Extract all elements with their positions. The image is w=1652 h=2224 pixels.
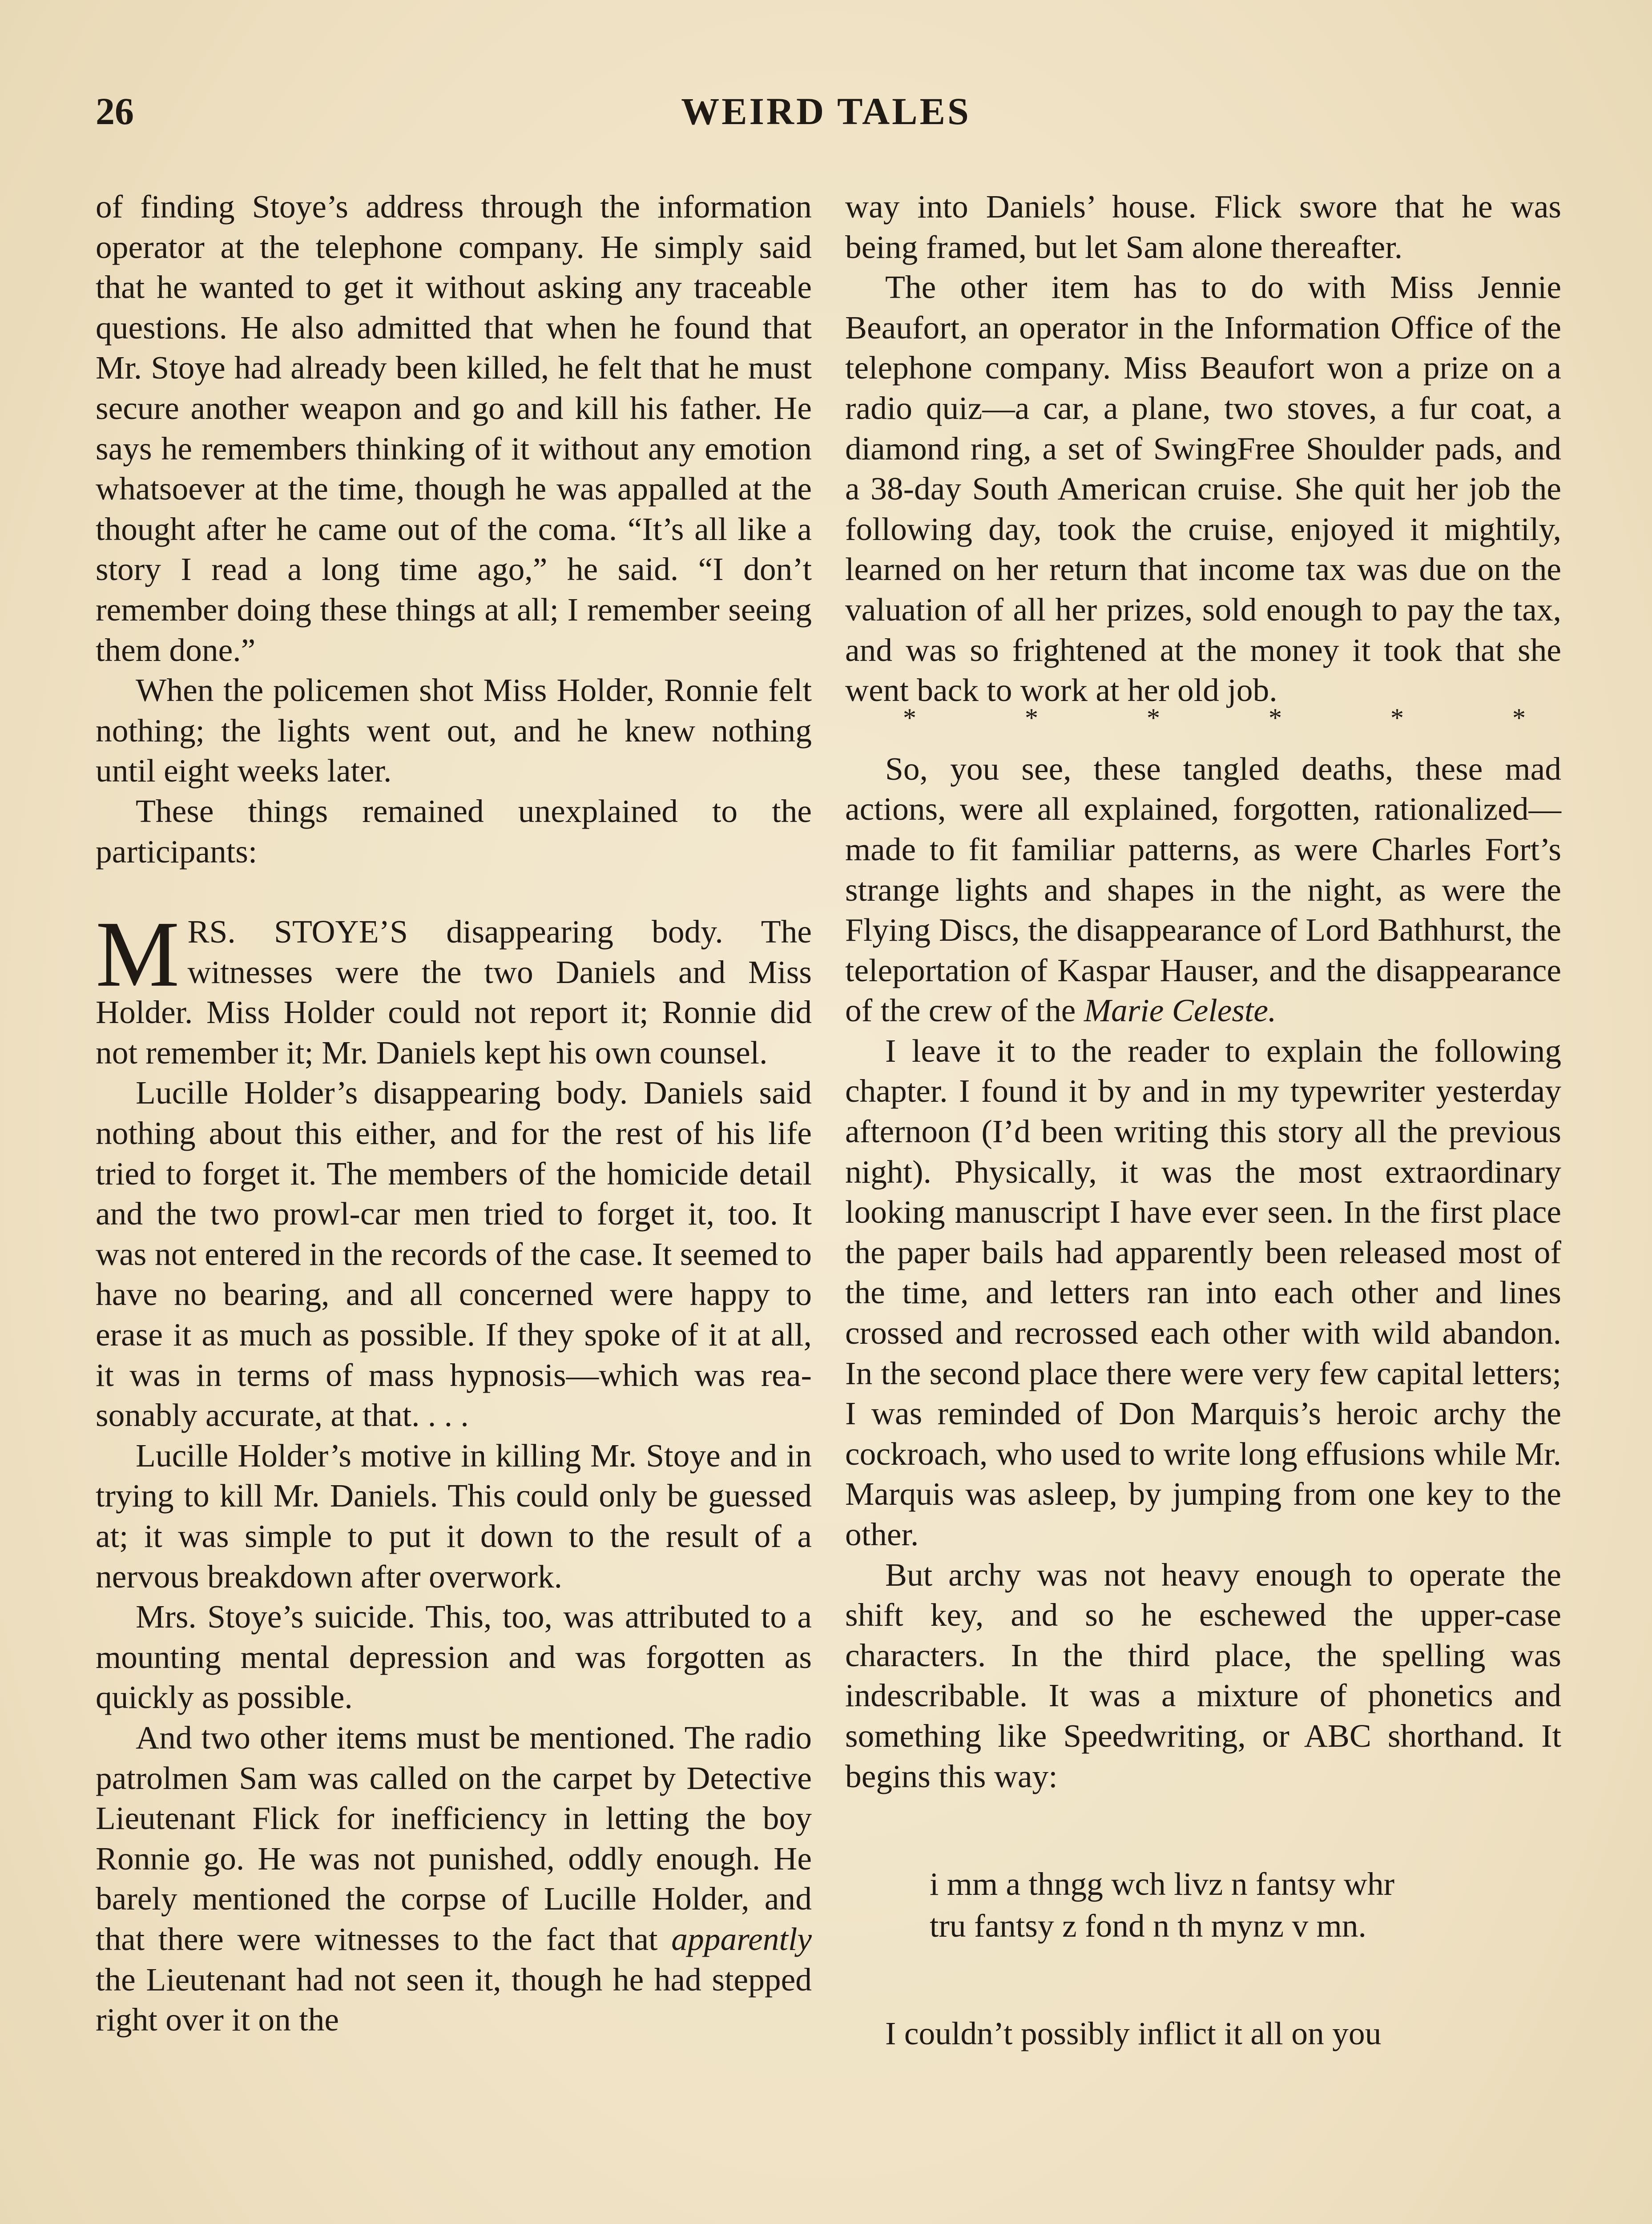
asterisk: * (903, 703, 916, 733)
page-header (96, 89, 1556, 156)
emphasis: Marie Celeste. (1084, 992, 1277, 1029)
drop-cap: M (96, 902, 180, 1007)
asterisk: * (1269, 703, 1282, 733)
text-run: And two other items must be mentioned. The radio patrolmen Sam was called on the carpet by Detective Lieutenant Flick for inefficiency in letting the boy Ronnie go. He was not punished, oddly enough. He barely mentioned the corpse of Lucille Holder, and that there were witnesses to the fact that (96, 1719, 812, 1957)
emphasis: apparently (671, 1921, 812, 1957)
right-column (845, 187, 1561, 2054)
asterisk: * (1512, 703, 1526, 733)
paragraph: I couldn’t possibly inflict it all on you (885, 2015, 1382, 2052)
dropcap-text: RS. STOYE’S disappearing body. The witnesses were the two Daniels and Miss Holder. Miss Holder could not report it; Ronnie did not remember it; Mr. Daniels kept his own counsel. (96, 914, 812, 1071)
left-column (96, 187, 812, 2040)
paragraph: But archy was not heavy enough to operate the shift key, and so he eschewed the upper-case characters. In the third place, the spelling was indescribable. It was a mixture of phonetics and something like Speedwriting, or ABC shorthand. It begins this way: (845, 1556, 1561, 1794)
verse-line: tru fantsy z fond n th mynz v mn. (930, 1908, 1366, 1944)
page-number: 26 (96, 90, 134, 133)
running-head: WEIRD TALES (681, 90, 971, 133)
asterisk: * (1025, 703, 1038, 733)
paragraph: I leave it to the reader to explain the following chapter. I found it by and in my typewriter yesterday afternoon (I’d been writing this story all the previous night). Physically, it was the most extraordinary looking manuscript I have ever seen. In the first place the paper bails had apparently been released most of the time, and letters ran into each other and lines crossed and recrossed each other with wild abandon. In the second place there were very few capital letters; I was reminded of Don Marquis’s heroic archy the cockroach, who used to write long effusions while Mr. Marquis was asleep, by jumping from one key to the other. (845, 1032, 1561, 1552)
paragraph: Lucille Holder’s motive in killing Mr. Stoye and in trying to kill Mr. Daniels. This could only be guessed at; it was simple to put it down to the result of a nervous breakdown after overwork. (96, 1437, 812, 1595)
asterisk: * (1390, 703, 1404, 733)
paragraph: way into Daniels’ house. Flick swore that he was being framed, but let Sam alone thereafter. (845, 189, 1561, 265)
paragraph: These things remained unexplained to the participants: (96, 793, 812, 870)
verse-line: i mm a thngg wch livz n fantsy whr (930, 1866, 1395, 1902)
paragraph-dropcap (96, 902, 812, 1073)
text-run: So, you see, these tangled deaths, these mad actions, were all explained, forgotten, rationalized—made to fit familiar patterns, as were Charles Fort’s strange lights and shapes in the night, as were the Flying Discs, the disappearance of Lord Bathhurst, the teleportation of Kaspar Hauser, and the disappearance of the crew of the (845, 750, 1561, 1029)
paragraph: Lucille Holder’s disappearing body. Daniels said nothing about this either, and for the rest of his life tried to forget it. The members of the homicide detail and the two prowl-car men tried to forget it, too. It was not entered in the records of the case. It seemed to have no bearing, and all concerned were happy to erase it as much as possible. If they spoke of it at all, it was in terms of mass hypnosis—which was reasonably accurate, at that. . . . (96, 1075, 812, 1434)
paragraph: of finding Stoye’s address through the information operator at the telephone company. He simply said that he wanted to get it without asking any traceable questions. He also admitted that when he found that Mr. Stoye had already been killed, he felt that he must secure another weapon and go and kill his father. He says he remembers thinking of it without any emotion whatsoever at the time, though he was appalled at the thought after he came out of the coma. “It’s all like a story I read a long time ago,” he said. “I don’t remember doing these things at all; I remember seeing them done.” (96, 189, 812, 668)
asterisk: * (1147, 703, 1160, 733)
paragraph (96, 1718, 812, 2040)
paragraph: The other item has to do with Miss Jennie Beaufort, an operator in the Information Office of the telephone company. Miss Beaufort won a prize on a radio quiz—a car, a plane, two stoves, a fur coat, a diamond ring, a set of SwingFree Shoulder pads, and a 38-day South American cruise. She quit her job the following day, took the cruise, enjoyed it mightily, learned on her return that income tax was due on the valuation of all her prizes, sold enough to pay the tax, and was so frightened at the money it took that she went back to work at her old job. (845, 269, 1561, 709)
paragraph: When the policemen shot Miss Holder, Ronnie felt nothing; the lights went out, and he knew nothing until eight weeks later. (96, 672, 812, 789)
paragraph (845, 749, 1561, 1031)
paragraph: Mrs. Stoye’s suicide. This, too, was attributed to a mounting mental depression and was forgotten as quickly as possible. (96, 1599, 812, 1716)
text-run: the Lieutenant had not seen it, though he had stepped right over it on the (96, 1961, 812, 2038)
manuscript-excerpt (845, 1863, 1561, 1947)
